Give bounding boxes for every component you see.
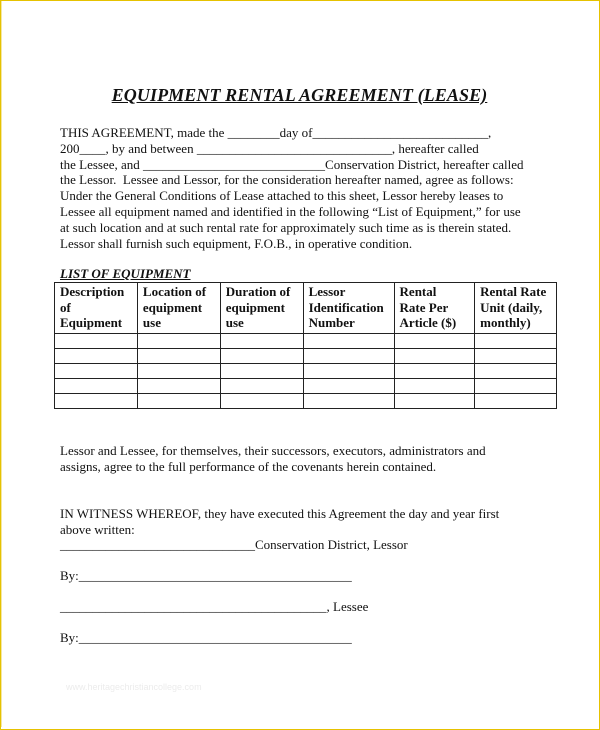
watermark: www.heritagechristiancollege.com [66,682,202,692]
covenant-line: assigns, agree to the full performance of the covenants herein contained. [60,458,437,474]
equipment-table [54,282,557,409]
intro-line: Lessee all equipment named and identified in the following “List of Equipment,” for use [60,203,521,219]
intro-line: 200____, by and between ______________________________, hereafter called [60,140,479,156]
table-cell[interactable] [55,333,138,348]
table-cell[interactable] [137,333,220,348]
header-location: Location of equipment use [137,283,220,334]
table-cell[interactable] [137,378,220,393]
table-cell[interactable] [137,363,220,378]
table-cell[interactable] [394,348,475,363]
table-cell[interactable] [475,333,557,348]
header-duration: Duration of equipment use [220,283,303,334]
list-of-equipment-heading: LIST OF EQUIPMENT [60,266,191,281]
table-cell[interactable] [394,393,475,408]
lessor-signature-line[interactable]: ______________________________Conservation District, Lessor [60,537,408,552]
document-page [1,1,597,727]
table-header-row [55,283,557,334]
intro-paragraph [60,125,550,251]
header-identification: Lessor Identification Number [303,283,394,334]
table-cell[interactable] [55,348,138,363]
table-cell[interactable] [394,363,475,378]
table-cell[interactable] [303,393,394,408]
table-row [55,348,557,363]
covenant-paragraph [60,443,550,475]
intro-line: the Lessor. Lessee and Lessor, for the consideration hereafter named, agree as follows: [60,172,514,188]
table-row [55,363,557,378]
table-cell[interactable] [303,363,394,378]
intro-line: THIS AGREEMENT, made the ________day of___________________________, [60,125,492,140]
table-cell[interactable] [220,363,303,378]
table-cell[interactable] [475,363,557,378]
lessee-by-line[interactable]: By:__________________________________________ [60,630,352,645]
table-cell[interactable] [394,333,475,348]
table-cell[interactable] [220,378,303,393]
header-rental-rate: Rental Rate Per Article ($) [394,283,475,334]
table-row [55,378,557,393]
witness-line: IN WITNESS WHEREOF, they have executed this Agreement the day and year first [60,506,500,521]
document-title: EQUIPMENT RENTAL AGREEMENT (LEASE) [111,85,488,105]
table-cell[interactable] [220,348,303,363]
lessor-by-line[interactable]: By:__________________________________________ [60,568,352,583]
header-description: Description of Equipment [55,283,138,334]
table-cell[interactable] [220,333,303,348]
table-cell[interactable] [475,393,557,408]
table-cell[interactable] [137,348,220,363]
witness-paragraph [60,506,550,538]
table-cell[interactable] [475,348,557,363]
table-row [55,333,557,348]
header-rental-rate-unit: Rental Rate Unit (daily, monthly) [475,283,557,334]
intro-line: at such location and at such rental rate for approximately such time as is therein stated. [60,219,512,235]
table-cell[interactable] [220,393,303,408]
intro-line: the Lessee, and ____________________________Conservation District, hereafter called [60,156,524,172]
table-cell[interactable] [55,363,138,378]
witness-line: above written: [60,521,135,537]
table-cell[interactable] [394,378,475,393]
equipment-table-body [55,333,557,408]
table-cell[interactable] [303,348,394,363]
table-cell[interactable] [303,378,394,393]
covenant-line: Lessor and Lessee, for themselves, their successors, executors, administrators and [60,443,486,458]
intro-line: Under the General Conditions of Lease attached to this sheet, Lessor hereby leases to [60,188,504,204]
table-cell[interactable] [303,333,394,348]
table-cell[interactable] [475,378,557,393]
table-cell[interactable] [55,378,138,393]
intro-line: Lessor shall furnish such equipment, F.O.B., in operative condition. [60,235,413,251]
table-cell[interactable] [137,393,220,408]
table-row [55,393,557,408]
table-cell[interactable] [55,393,138,408]
lessee-signature-line[interactable]: _________________________________________, Lessee [60,599,369,614]
